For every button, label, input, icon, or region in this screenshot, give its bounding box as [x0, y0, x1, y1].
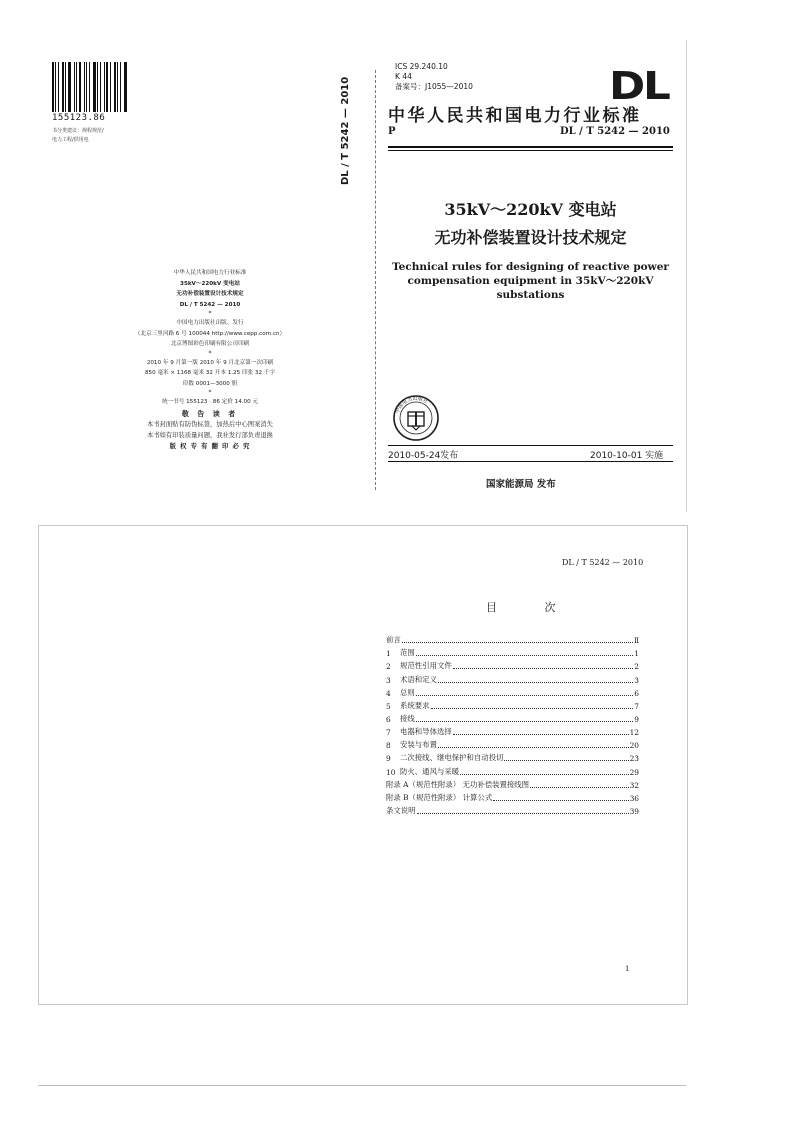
barcode-bar	[114, 62, 116, 112]
toc-entry-label: 范围	[400, 648, 415, 658]
spine-edge-line	[375, 70, 376, 490]
toc-entry[interactable]	[386, 671, 639, 684]
toc-entry-page: 9	[634, 714, 639, 724]
toc-entry[interactable]	[386, 790, 639, 803]
toc-entry-page: 20	[629, 741, 639, 751]
barcode-bar	[52, 62, 54, 112]
toc-entry-page: 23	[629, 754, 639, 764]
toc-entry-label: 附录 B（规范性附录） 计算公式	[386, 792, 493, 802]
toc-entry-page: 29	[629, 767, 639, 777]
cover-metadata	[395, 62, 473, 92]
toc-entry-number: 7	[386, 728, 391, 738]
emblem-text: 中国电力出版社	[394, 395, 429, 415]
imprint-format: 850 毫米 × 1168 毫米 32 开本 1.25 印张 32 千字	[144, 370, 275, 376]
toc-leader-dots	[416, 655, 634, 656]
ics-code: ICS 29.240.10	[395, 62, 448, 71]
toc-entry-page: 6	[634, 688, 639, 698]
barcode-bar	[110, 62, 111, 112]
toc-entry-number: 3	[386, 675, 391, 685]
toc-leader-dots	[416, 695, 634, 696]
toc-entry-label: 术语和定义	[400, 674, 437, 684]
book-category-line2: 电力工程/供用电	[52, 137, 89, 143]
imprint-isbn-price: 统一书号 155123 · 86 定价 14.00 元	[161, 399, 259, 405]
barcode-bar	[65, 62, 66, 112]
imprint-line4: DL / T 5242 — 2010	[179, 301, 241, 308]
title-en-line2: compensation equipment in 35kV～220kV substations	[407, 275, 654, 301]
header-rule-thin	[388, 150, 673, 151]
toc-entry-label: 二次接线、继电保护和自动投切	[400, 753, 504, 763]
reader-notice-line2: 本书如有印装质量问题，我社发行部负责退换	[147, 432, 273, 439]
barcode-bar	[93, 62, 96, 112]
toc-entry-label: 电器和导体选择	[400, 727, 452, 737]
toc-entry[interactable]	[386, 763, 639, 776]
imprint-star: *	[208, 349, 212, 357]
reader-notice-line1: 本书封面贴有防伪标签，加热后中心图案消失	[147, 421, 273, 428]
toc-leader-dots	[504, 760, 628, 761]
toc-entry-label: 规范性引用文件	[400, 661, 452, 671]
toc-entry-number: 1	[386, 649, 391, 659]
toc-entry[interactable]	[386, 777, 639, 790]
spine-standard-code: DL / T 5242 — 2010	[340, 76, 351, 185]
toc-entry[interactable]	[386, 685, 639, 698]
toc-leader-dots	[493, 800, 628, 801]
toc-entry-label: 附录 A（规范性附录） 无功补偿装置接线图	[386, 779, 530, 789]
page-number: 1	[625, 965, 630, 973]
toc-entry-label: 接线	[400, 713, 415, 723]
issue-date: 2010-05-24发布	[388, 451, 459, 461]
toc-leader-dots	[438, 747, 629, 748]
toc-entry-page: Ⅱ	[633, 636, 639, 646]
barcode-bar	[84, 62, 85, 112]
toc-leader-dots	[530, 787, 629, 788]
toc-entry-page: 39	[629, 806, 639, 816]
standard-class: P	[388, 126, 396, 137]
barcode-bar	[86, 62, 87, 112]
toc-leader-dots	[438, 682, 633, 683]
barcode-bar	[55, 62, 56, 112]
toc-entry[interactable]	[386, 724, 639, 737]
toc-entry[interactable]	[386, 711, 639, 724]
barcode-bar	[74, 62, 75, 112]
toc-entry[interactable]	[386, 698, 639, 711]
toc-leader-dots	[453, 668, 634, 669]
date-rule-bottom	[388, 461, 673, 462]
toc-leader-dots	[416, 721, 634, 722]
table-of-contents	[386, 632, 639, 816]
toc-entry-label: 防火、通风与采暖	[400, 766, 460, 776]
page-divider	[38, 1085, 686, 1086]
barcode-bar	[62, 62, 64, 112]
barcode-bar	[124, 62, 127, 112]
toc-entry-number: 6	[386, 714, 391, 724]
toc-entry[interactable]	[386, 803, 639, 816]
toc-leader-dots	[402, 642, 633, 643]
toc-entry-number: 5	[386, 701, 391, 711]
barcode-number: 155123.86	[52, 113, 106, 123]
toc-entry-page: 3	[634, 675, 639, 685]
standard-code: DL / T 5242 — 2010	[560, 126, 670, 137]
toc-entry[interactable]	[386, 645, 639, 658]
title-cn-line2: 无功补偿装置设计技术规定	[434, 228, 627, 247]
toc-heading: 目 次	[486, 601, 578, 614]
imprint-printer: 北京博图彩色印刷有限公司印刷	[170, 341, 250, 347]
issuing-authority: 国家能源局 发布	[486, 479, 556, 490]
barcode-bar	[120, 62, 121, 112]
toc-entry-label: 总则	[400, 687, 415, 697]
toc-entry-number: 4	[386, 688, 391, 698]
rights-reserved: 版 权 专 有 翻 印 必 究	[169, 443, 251, 450]
header-rule	[388, 146, 673, 148]
copyright-imprint	[95, 268, 325, 452]
barcode-bar	[117, 62, 118, 112]
barcode	[52, 62, 128, 112]
toc-entry-page: 32	[629, 780, 639, 790]
title-en-line1: Technical rules for designing of reactive power	[392, 261, 669, 273]
toc-leader-dots	[431, 708, 634, 709]
toc-page-code: DL / T 5242 — 2010	[562, 558, 644, 567]
book-category-line1: 书分类建议：规程规范/	[52, 128, 104, 134]
toc-entry[interactable]	[386, 750, 639, 763]
toc-entry-label: 条文说明	[386, 805, 416, 815]
toc-entry-number: 9	[386, 754, 391, 764]
reader-notice-title: 敬 告 读 者	[181, 409, 239, 418]
toc-entry-page: 2	[634, 662, 639, 672]
implementation-date: 2010-10-01 实施	[590, 451, 664, 461]
imprint-edition: 2010 年 9 月第一版 2010 年 9 月北京第一次印刷	[146, 359, 274, 366]
toc-entry-label: 前言	[386, 635, 401, 645]
toc-entry-page: 1	[634, 649, 639, 659]
toc-leader-dots	[417, 813, 629, 814]
standard-title: 中华人民共和国电力行业标准	[388, 106, 642, 126]
record-number: 备案号：J1055—2010	[395, 82, 473, 91]
toc-entry-label: 安装与布置	[400, 740, 437, 750]
toc-entry-label: 系统要求	[400, 700, 430, 710]
toc-entry[interactable]	[386, 658, 639, 671]
toc-entry-page: 7	[634, 701, 639, 711]
toc-entry-number: 8	[386, 741, 391, 751]
publisher-emblem-icon	[392, 394, 440, 442]
title-en	[388, 260, 673, 302]
imprint-line1: 中华人民共和国电力行业标准	[173, 270, 247, 276]
barcode-bar	[89, 62, 91, 112]
imprint-address: （北京三里河路 6 号 100044 http://www.cepp.com.cn）	[134, 330, 286, 337]
imprint-publisher: 中国电力出版社出版、发行	[176, 320, 244, 326]
barcode-bar	[76, 62, 77, 112]
barcode-bar	[79, 62, 81, 112]
imprint-line3: 无功补偿装置设计技术规定	[176, 291, 244, 297]
toc-leader-dots	[460, 774, 628, 775]
k-code: K 44	[395, 72, 412, 81]
barcode-bar	[68, 62, 71, 112]
toc-entry-number: 10	[386, 767, 396, 777]
toc-entry-page: 12	[629, 728, 639, 738]
barcode-bar	[58, 62, 59, 112]
barcode-bar	[106, 62, 108, 112]
imprint-star: *	[208, 310, 212, 317]
imprint-copies: 印数 0001—3000 册	[182, 380, 238, 387]
toc-entry[interactable]	[386, 737, 639, 750]
toc-entry-number: 2	[386, 662, 391, 672]
toc-entry-page: 36	[629, 793, 639, 803]
barcode-bar	[104, 62, 105, 112]
imprint-star: *	[208, 389, 212, 396]
date-rule-top	[388, 445, 673, 446]
title-cn-line1: 35kV～220kV 变电站	[444, 200, 617, 219]
imprint-line2: 35kV～220kV 变电站	[180, 280, 240, 287]
barcode-bar	[97, 62, 98, 112]
toc-entry[interactable]	[386, 632, 639, 645]
dl-logo: DL	[609, 64, 669, 108]
barcode-bar	[100, 62, 101, 112]
toc-leader-dots	[453, 734, 629, 735]
